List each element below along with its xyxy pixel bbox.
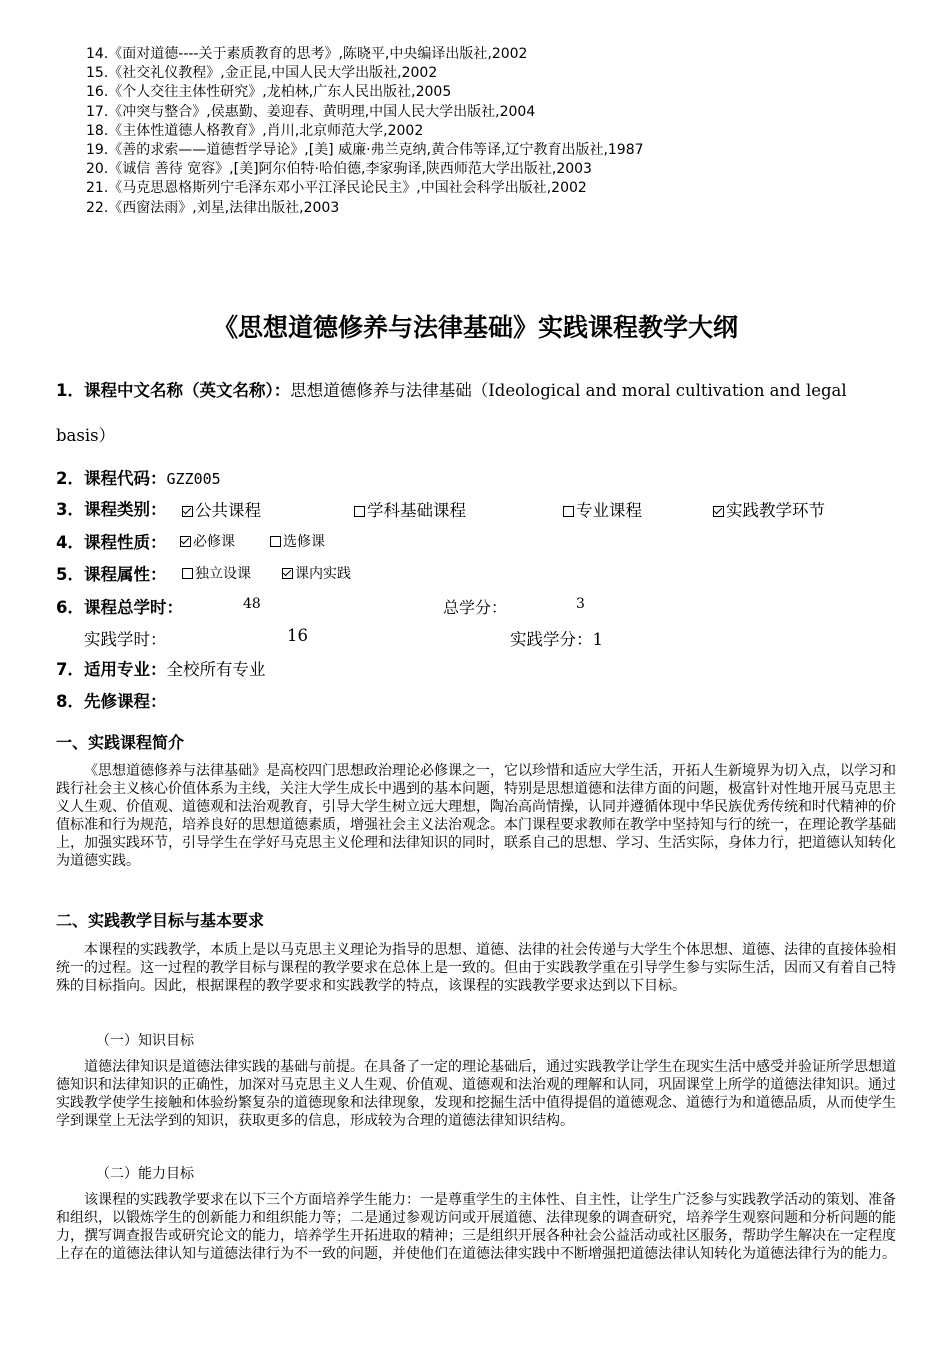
applicable-major-label: 7．适用专业：: [56, 660, 167, 679]
option-label: 实践教学环节: [726, 501, 825, 520]
course-category-field: [56, 496, 166, 520]
practice-credit: [510, 626, 603, 650]
reference-item: 14.《面对道德----关于素质教育的思考》,陈晓平,中央编译出版社,2002: [86, 46, 528, 62]
practice-hours-label: 实践学时：: [84, 630, 167, 649]
prerequisite-label: 8．先修课程：: [56, 692, 167, 711]
practice-credit-value: 1: [592, 630, 603, 649]
applicable-major-value: 全校所有专业: [166, 660, 266, 679]
paragraph-knowledge: 道德法律知识是道德法律实践的基础与前提。在具备了一定的理论基础后，通过实践教学让学生在现实生活中感受并验证所学思想道德知识和法律知识的正确性，加深对马克思主义人生观、价值观、道德观和法治观的理解和认同，巩固课堂上所学的道德法律知识。通过实践教学使学生接触和体验纷繁复杂的道德现象和法律现象，发现和挖掘生活中值得提倡的道德观念、道德行为和道德品质，从而使学生学到课堂上无法学到的知识，获取更多的信息，形成较为合理的道德法律知识结构。: [56, 1059, 896, 1130]
checkbox-checked-icon[interactable]: [180, 536, 191, 547]
checkbox-checked-icon[interactable]: [282, 568, 293, 579]
option-label: 必修课: [193, 534, 235, 550]
page-title: 《思想道德修养与法律基础》实践课程教学大纲: [212, 313, 738, 342]
total-hours-field: [56, 594, 183, 618]
course-attribute-label: 5．课程属性：: [56, 565, 167, 584]
option-label: 课内实践: [295, 566, 351, 582]
total-credit-value: 3: [576, 596, 585, 612]
course-attribute-field: [56, 561, 166, 585]
subheading-ability: （二）能力目标: [96, 1166, 194, 1182]
checkbox-icon[interactable]: [563, 506, 574, 517]
attribute-option-independent[interactable]: [182, 563, 251, 583]
reference-item: 15.《社交礼仪教程》,金正昆,中国人民大学出版社,2002: [86, 65, 438, 82]
paragraph-ability: 该课程的实践教学要求在以下三个方面培养学生能力：一是尊重学生的主体性、自主性，让学生广泛参与实践教学活动的策划、准备和组织，以锻炼学生的创新能力和组织能力等；二是通过参观访问或开展道德、法律现象的调查研究，培养学生观察问题和分析问题的能力，撰写调查报告或研究论文的能力，培养学生开拓进取的精神；三是组织开展各种社会公益活动或社区服务，帮助学生解决在一定程度上存在的道德法律认知与道德法律行为不一致的问题，并使他们在道德法律实践中不断增强把道德法律认知转化为道德法律行为的能力。: [56, 1192, 896, 1263]
category-option-practice[interactable]: [713, 497, 825, 521]
nature-option-required[interactable]: [180, 531, 235, 551]
section-heading-goals: 二、实践教学目标与基本要求: [56, 911, 265, 930]
course-name-field: [56, 377, 847, 401]
checkbox-icon[interactable]: [270, 536, 281, 547]
course-name-value: 思想道德修养与法律基础（Ideological and moral cultivation and legal: [290, 381, 847, 400]
section-paragraph-goals: 本课程的实践教学，本质上是以马克思主义理论为指导的思想、道德、法律的社会传递与大学生个体思想、道德、法律的直接体验相统一的过程。这一过程的教学目标与课程的教学要求在总体上是一致的。但由于实践教学重在引导学生参与实际生活，因而又有着自己特殊的目标指向。因此，根据课程的教学要求和实践教学的特点，该课程的实践教学要求达到以下目标。: [56, 942, 896, 995]
total-credit-label: 总学分：: [443, 598, 508, 617]
practice-credit-label: 实践学分：: [510, 630, 593, 649]
course-code-value: GZZ005: [166, 470, 221, 488]
course-code-label: 2．课程代码：: [56, 469, 167, 488]
attribute-option-in-class[interactable]: [282, 563, 351, 583]
nature-option-elective[interactable]: [270, 531, 325, 551]
total-hours-label: 6．课程总学时：: [56, 598, 183, 617]
option-label: 选修课: [283, 534, 325, 550]
option-label: 专业课程: [576, 501, 642, 520]
practice-hours-value: 16: [287, 626, 308, 645]
course-name-label: 1．课程中文名称（英文名称）：: [56, 381, 291, 400]
option-label: 公共课程: [195, 501, 261, 520]
checkbox-icon[interactable]: [182, 568, 193, 579]
checkbox-checked-icon[interactable]: [713, 506, 724, 517]
option-label: 学科基础课程: [367, 501, 466, 520]
reference-item: 19.《善的求索——道德哲学导论》,[美] 威廉·弗兰克纳,黄合伟等译,辽宁教育出版社,1987: [86, 142, 644, 159]
course-code-field: [56, 465, 221, 489]
category-option-major[interactable]: [563, 497, 642, 521]
category-option-foundation[interactable]: [354, 497, 466, 521]
course-nature-field: [56, 529, 166, 553]
reference-item: 20.《诚信 善待 宽容》,[美]阿尔伯特·哈伯德,李家驹译,陕西师范大学出版社,2003: [86, 161, 592, 178]
reference-item: 17.《冲突与整合》,侯惠勤、姜迎春、黄明理,中国人民大学出版社,2004: [86, 103, 536, 120]
reference-item: 21.《马克思恩格斯列宁毛泽东邓小平江泽民论民主》,中国社会科学出版社,2002: [86, 180, 587, 197]
course-nature-label: 4．课程性质：: [56, 533, 167, 552]
section-heading-intro: 一、实践课程简介: [56, 733, 185, 752]
reference-item: 22.《西窗法雨》,刘星,法律出版社,2003: [86, 199, 340, 216]
reference-list: [86, 45, 926, 218]
course-name-continued: [56, 422, 115, 446]
course-name-value-cont: basis）: [56, 426, 116, 445]
course-category-label: 3．课程类别：: [56, 500, 167, 519]
category-option-public[interactable]: [182, 497, 261, 521]
section-paragraph-intro: 《思想道德修养与法律基础》是高校四门思想政治理论必修课之一，它以珍惜和适应大学生活，开拓人生新境界为切入点，以学习和践行社会主义核心价值体系为主线，关注大学生成长中遇到的基本问题，特别是思想道德和法律方面的问题，极富针对性地开展马克思主义人生观、价值观、道德观和法治观教育，引导大学生树立远大理想，陶冶高尚情操，认同并遵循体现中华民族优秀传统和时代精神的价值标准和行为规范，培养良好的思想道德素质，增强社会主义法治观念。本门课程要求教师在教学中坚持知与行的统一，在理论教学基础上，加强实践环节，引导学生在学好马克思主义伦理和法律知识的同时，联系自己的思想、学习、生活实际，身体力行，把道德认知转化为道德实践。: [56, 763, 896, 870]
checkbox-checked-icon[interactable]: [182, 506, 193, 517]
reference-item: 16.《个人交往主体性研究》,龙柏林,广东人民出版社,2005: [86, 84, 452, 101]
reference-item: 18.《主体性道德人格教育》,肖川,北京师范大学,2002: [86, 122, 424, 139]
option-label: 独立设课: [195, 566, 251, 582]
checkbox-icon[interactable]: [354, 506, 365, 517]
applicable-major-field: [56, 656, 265, 680]
total-hours-value: 48: [243, 596, 261, 612]
prerequisite-field: [56, 688, 166, 712]
subheading-knowledge: （一）知识目标: [96, 1033, 194, 1049]
